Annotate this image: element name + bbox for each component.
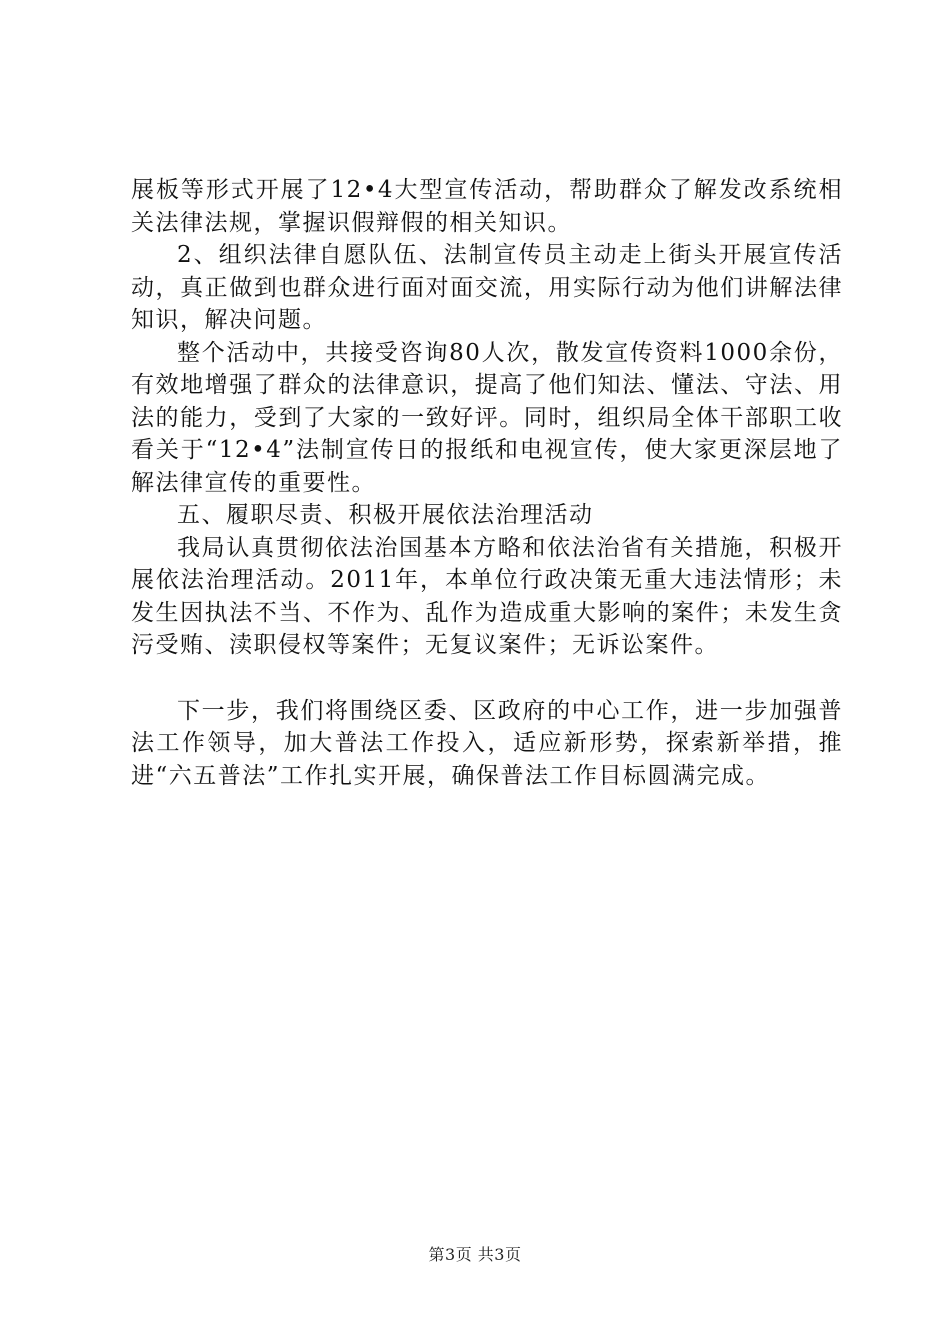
section-heading-five: 五、履职尽责、积极开展依法治理活动 [177, 502, 594, 528]
paragraph-next-steps: 下一步，我们将围绕区委、区政府的中心工作，进一步加强普法工作领导，加大普法工作投入，适应新形势，探索新举措，推进“六五普法”工作扎实开展，确保普法工作目标圆满完成。 [131, 697, 843, 789]
paragraph-activity-summary: 整个活动中，共接受咨询80人次，散发宣传资料1000余份，有效地增强了群众的法律意识，提高了他们知法、懂法、守法、用法的能力，受到了大家的一致好评。同时，组织局全体干部职工收看关于“12•4”法制宣传日的报纸和电视宣传，使大家更深层地了解法律宣传的重要性。 [131, 339, 843, 496]
page-number-footer: 第3页 共3页 [428, 1245, 522, 1264]
document-body [131, 174, 843, 792]
paragraph-item-2: 2、组织法律自愿队伍、法制宣传员主动走上街头开展宣传活动，真正做到也群众进行面对面交流，用实际行动为他们讲解法律知识，解决问题。 [131, 242, 843, 333]
paragraph-governance: 我局认真贯彻依法治国基本方略和依法治省有关措施，积极开展依法治理活动。2011年，本单位行政决策无重大违法情形；未发生因执法不当、不作为、乱作为造成重大影响的案件；未发生贪污受贿、渎职侵权等案件；无复议案件；无诉讼案件。 [131, 534, 843, 658]
paragraph-continuation: 展板等形式开展了12•4大型宣传活动，帮助群众了解发改系统相关法律法规，掌握识假辩假的相关知识。 [131, 177, 843, 236]
